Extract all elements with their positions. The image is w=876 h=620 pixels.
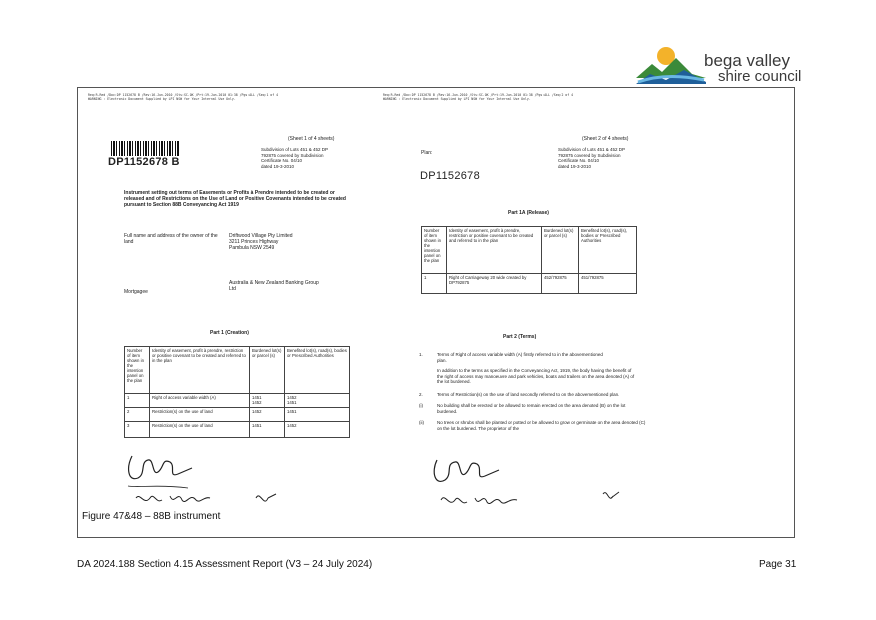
term-item bbox=[419, 420, 649, 431]
left-sheet-label: (Sheet 1 of 4 sheets) bbox=[288, 136, 335, 142]
table-cell: 3 bbox=[125, 422, 150, 438]
table-cell: 1 bbox=[422, 274, 447, 294]
part1-table bbox=[124, 346, 350, 438]
table-cell: 1 bbox=[125, 394, 150, 408]
term-item bbox=[419, 403, 649, 414]
table-header-cell: Burdened lot(s) or parcel (s) bbox=[542, 227, 579, 274]
term-text: No building shall be erected or be allowed to remain erected on the area denoted (B) on the lot burdened. bbox=[437, 403, 626, 414]
table-header-cell: Identity of easement, profit à prendre, restriction or positive covenant to be created and referred to in the plan bbox=[447, 227, 542, 274]
left-subdivision-line: dated 19-3-2010 bbox=[261, 163, 295, 169]
right-dp-number: DP1152678 bbox=[420, 170, 480, 182]
term-item bbox=[419, 368, 649, 385]
part1-title: Part 1 (Creation) bbox=[210, 330, 249, 336]
left-subdivision-block bbox=[261, 147, 356, 169]
footer-report-title: DA 2024.188 Section 4.15 Assessment Report (V3 – 24 July 2024) bbox=[77, 559, 373, 570]
owner-label-line: land bbox=[124, 239, 134, 245]
right-sheet-header-line1: Req:R-Red /Doc:DP 1152678 B /Rev:16-Jun-2010 /Sts:SC.OK /Prt:19-Jun-2010 01:38 /Pgs:ALL /Seq:2 of 4 bbox=[383, 93, 573, 97]
term-number: (i) bbox=[419, 403, 423, 408]
table-header-cell: Number of item shown in the intention panel on the plan bbox=[125, 347, 150, 394]
mortgagee-value-line: Ltd bbox=[229, 286, 236, 292]
left-subdivision-line: Certificate No. 04/10 bbox=[261, 158, 303, 163]
table-row bbox=[125, 394, 350, 408]
right-sheet bbox=[383, 93, 653, 513]
owner-value-line: Driftwood Village Pty Limited bbox=[229, 233, 293, 239]
plan-label: Plan: bbox=[421, 150, 433, 156]
figure-frame bbox=[77, 87, 795, 538]
footer-page-number: Page 31 bbox=[759, 559, 797, 570]
term-number bbox=[419, 368, 437, 385]
term-text: No trees or shrubs shall be planted or potted or be allowed to grow or germinate on the area denoted (C) on the lot burdened. The proprietor of the bbox=[437, 420, 646, 431]
instrument-title: Instrument setting out terms of Easements or Profits à Prendre intended to be created or released and of Restrictions on the Use of Land or Positive Covenants intended to be created pursuant to Section 88B Conveyancing Act 1919 bbox=[124, 190, 346, 208]
barcode bbox=[111, 141, 179, 156]
table-cell: 1451 bbox=[250, 422, 285, 438]
part2-title: Part 2 (Terms) bbox=[503, 334, 537, 340]
right-sheet-label: (Sheet 2 of 4 sheets) bbox=[582, 136, 629, 142]
table-header-cell: Identity of easement, profit à prendre, restriction or positive covenant to be created and referred to in the plan bbox=[150, 347, 250, 394]
council-logo bbox=[636, 44, 806, 90]
right-subdivision-line: Subdivision of Lots 451 & 452 DP bbox=[558, 147, 626, 152]
left-dp-number: DP1152678 B bbox=[108, 156, 180, 168]
logo-line2: shire council bbox=[718, 68, 802, 85]
table-cell: 1451 bbox=[285, 408, 350, 422]
table-header-cell: Benefited lot(s), road(s), bodies or Prescribed Authorities bbox=[579, 227, 637, 274]
mortgagee-label: Mortgagee bbox=[124, 289, 148, 295]
term-item bbox=[419, 352, 649, 363]
right-subdivision-line: dated 19-3-2010 bbox=[558, 163, 592, 169]
table-header-row bbox=[422, 227, 637, 274]
owner-value-line: Pambula NSW 2549 bbox=[229, 245, 275, 251]
left-sheet-header-line1: Req:R-Red /Doc:DP 1152678 B /Rev:16-Jun-2010 /Sts:SC.OK /Prt:19-Jun-2010 01:38 /Pgs:ALL /Seq:1 of 4 bbox=[88, 93, 278, 97]
figure-caption: Figure 47&48 – 88B instrument bbox=[82, 511, 221, 522]
left-sheet bbox=[88, 93, 358, 513]
logo-line1: bega valley bbox=[704, 51, 791, 70]
table-header-row bbox=[125, 347, 350, 394]
term-number: 2. bbox=[419, 391, 423, 397]
table-cell: 2 bbox=[125, 408, 150, 422]
table-cell: Right of access variable width (A) bbox=[150, 394, 250, 408]
left-subdivision-line: 792875 covered by Subdivision bbox=[261, 152, 324, 158]
part1a-title: Part 1A (Release) bbox=[508, 210, 549, 216]
term-text: Terms of Right of access variable width (A) firstly referred to in the abovementioned plan. bbox=[437, 352, 603, 363]
table-cell: Right of Carriageway 20 wide created by DP792875 bbox=[447, 274, 542, 294]
table-row bbox=[422, 274, 637, 294]
table-cell: 1452 1451 bbox=[285, 394, 350, 408]
right-subdivision-line: Certificate No. 04/10 bbox=[558, 158, 600, 163]
table-cell: 1452 bbox=[250, 408, 285, 422]
right-subdivision-line: 792875 covered by Subdivision bbox=[558, 152, 621, 158]
table-row bbox=[125, 408, 350, 422]
table-header-cell: Number of item shown in the intention panel on the plan bbox=[422, 227, 447, 274]
table-row bbox=[125, 422, 350, 438]
term-item bbox=[419, 392, 649, 398]
logo-mountains-icon bbox=[636, 44, 706, 84]
table-cell: 1452 bbox=[285, 422, 350, 438]
owner-label bbox=[124, 233, 244, 245]
left-subdivision-line: Subdivision of Lots 451 & 452 DP bbox=[261, 147, 329, 152]
part1a-table bbox=[421, 226, 637, 294]
left-sheet-header-line2: WARNING : Electronic Document Supplied by LPI NSW for Your Internal Use Only. bbox=[88, 97, 236, 101]
table-cell: Restriction(s) on the use of land bbox=[150, 408, 250, 422]
term-number: 1. bbox=[419, 352, 423, 357]
left-signatures-icon bbox=[118, 448, 308, 518]
owner-value bbox=[229, 233, 339, 251]
table-cell: 451/792875 bbox=[579, 274, 637, 294]
owner-label-line: Full name and address of the owner of the bbox=[124, 233, 218, 239]
table-cell: 452/792875 bbox=[542, 274, 579, 294]
mortgagee-value-line: Australia & New Zealand Banking Group bbox=[229, 280, 319, 286]
term-text: Terms of Restriction(s) on the use of land secondly referred to on the abovementioned plan. bbox=[437, 391, 620, 397]
owner-value-line: 3211 Princes Highway bbox=[229, 239, 279, 245]
right-signatures-icon bbox=[423, 448, 623, 518]
right-sheet-header-line2: WARNING : Electronic Document Supplied by LPI NSW for Your Internal Use Only. bbox=[383, 97, 531, 101]
term-text: In addition to the terms as specified in the Conveyancing Act, 1919, the body having the benefit of the right of access may manoeuvre and park vehicles, boats and trailers on the area denoted (A) of the lot burdened. bbox=[437, 368, 635, 384]
table-header-cell: Burdened lot(s) or parcel (s) bbox=[250, 347, 285, 394]
mortgagee-value bbox=[229, 280, 359, 292]
table-cell: Restriction(s) on the use of land bbox=[150, 422, 250, 438]
term-number: (ii) bbox=[419, 420, 424, 425]
right-subdivision-block bbox=[558, 147, 653, 169]
terms-list bbox=[419, 352, 649, 431]
table-cell: 1451 1452 bbox=[250, 394, 285, 408]
table-header-cell: Benefited lot(s), road(s), bodies or Prescribed Authorities bbox=[285, 347, 350, 394]
